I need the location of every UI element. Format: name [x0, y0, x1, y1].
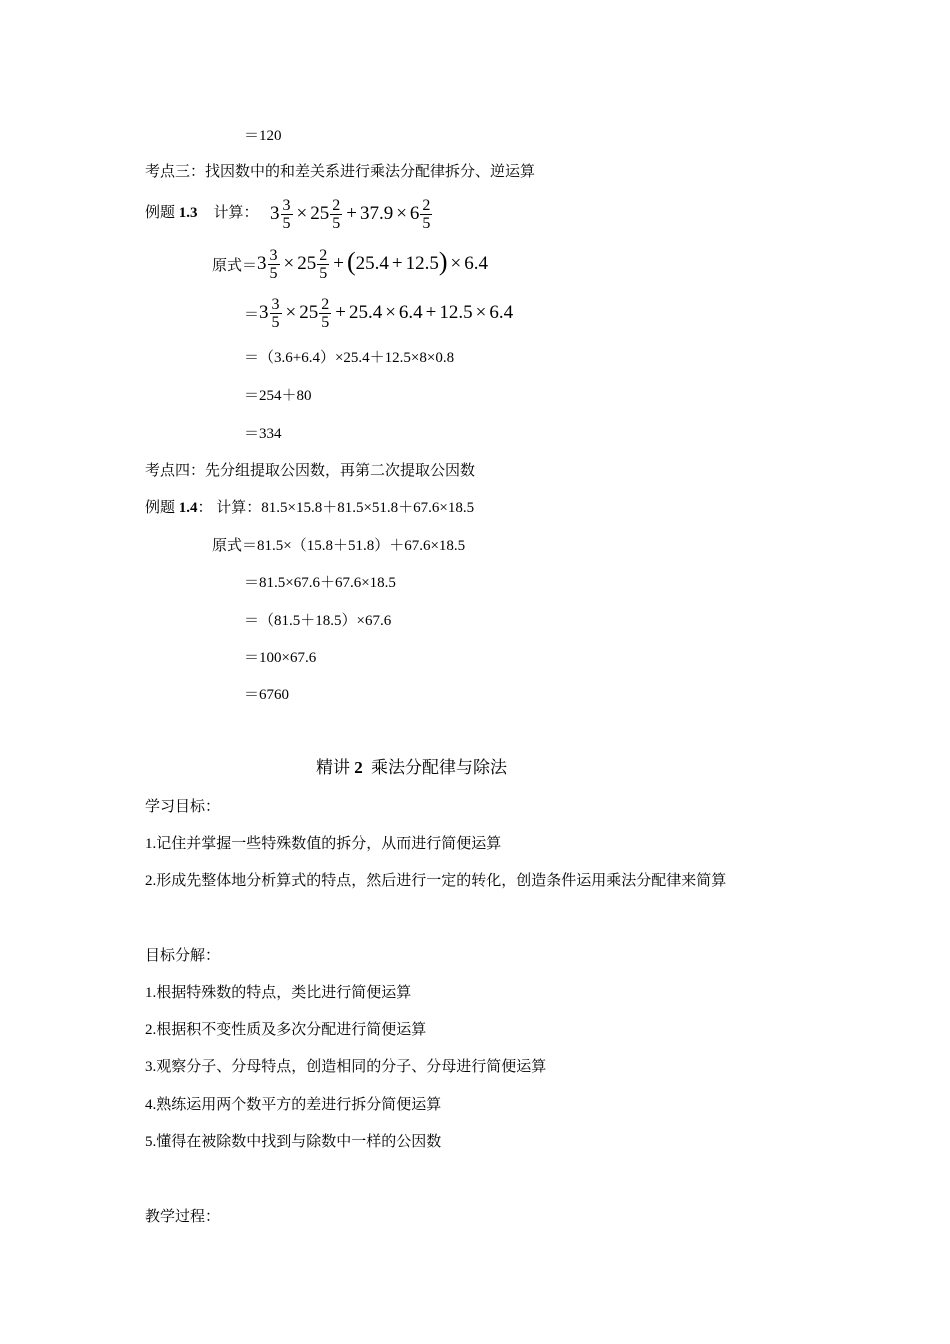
example-1-4 [145, 498, 474, 518]
whole-number: 25 [310, 203, 330, 224]
right-paren: ) [438, 247, 448, 276]
heading-prefix: 精讲 [316, 758, 350, 777]
example-number: 1.4 [178, 500, 198, 516]
number: 25.4 [348, 302, 383, 323]
number: 25.4 [355, 253, 389, 274]
example-1-3-expression [270, 194, 433, 234]
plus-sign: + [346, 203, 357, 224]
whole-number: 3 [270, 203, 280, 224]
whole-number: 6 [409, 203, 420, 224]
times-sign: × [450, 253, 462, 274]
whole-number: 3 [259, 302, 269, 323]
goal-breakdown-3: 3.观察分子、分母特点，创造相同的分子、分母进行简便运算 [145, 1059, 547, 1075]
whole-number: 25 [297, 253, 317, 274]
solution-step-1 [212, 244, 488, 284]
fraction: $\frac{2}{5}$ [332, 196, 341, 232]
number: 37.9 [359, 203, 394, 224]
solution-1-4-step-3: ＝（81.5＋18.5）×67.6 [244, 613, 392, 629]
fraction: $\frac{3}{5}$ [271, 295, 280, 331]
key-point-3: 考点三：找因数中的和差关系进行乘法分配律拆分、逆运算 [145, 164, 536, 180]
number: 12.5 [405, 253, 439, 274]
whole-number: 3 [257, 253, 267, 274]
solution-step-5: ＝334 [244, 426, 282, 442]
goal-breakdown-2: 2.根据积不变性质及多次分配进行简便运算 [145, 1022, 427, 1038]
times-sign: × [296, 203, 308, 224]
solution-step-3: ＝（3.6+6.4）×25.4＋12.5×8×0.8 [244, 350, 455, 366]
solution-step-2 [244, 293, 513, 333]
learning-goal-1: 1.记住并掌握一些特殊数值的拆分，从而进行简便运算 [145, 836, 502, 852]
times-sign: × [285, 302, 297, 323]
example-number: 1.3 [178, 205, 198, 221]
result-120: ＝120 [244, 128, 282, 144]
learning-goal-2: 2.形成先整体地分析算式的特点，然后进行一定的转化，创造条件运用乘法分配律来简算 [145, 873, 727, 889]
section-heading [316, 758, 507, 778]
whole-number: 25 [299, 302, 319, 323]
step-prefix: ＝ [244, 306, 260, 323]
plus-sign: + [391, 253, 403, 274]
goal-breakdown-1: 1.根据特殊数的特点，类比进行简便运算 [145, 985, 412, 1001]
step-prefix: 原式＝ [212, 257, 258, 274]
example-label-text: 例题 [145, 500, 179, 516]
solution-1-4-step-4: ＝100×67.6 [244, 650, 317, 666]
example-label-text: 例题 [145, 205, 179, 221]
left-paren: ( [346, 247, 356, 276]
number: 12.5 [439, 302, 473, 323]
heading-number: 2 [354, 758, 363, 777]
goal-breakdown-5: 5.懂得在被除数中找到与除数中一样的公因数 [145, 1134, 442, 1150]
example-1-3-label [145, 203, 259, 223]
plus-sign: + [333, 253, 344, 274]
solution-1-4-step-5: ＝6760 [244, 687, 290, 703]
times-sign: × [385, 302, 396, 323]
fraction: $\frac{3}{5}$ [282, 196, 291, 232]
solution-1-4-step-1: 原式＝81.5×（15.8＋51.8）＋67.6×18.5 [212, 538, 466, 554]
plus-sign: + [335, 302, 346, 323]
fraction: $\frac{2}{5}$ [422, 196, 431, 232]
goal-breakdown-4: 4.熟练运用两个数平方的差进行拆分简便运算 [145, 1097, 442, 1113]
times-sign: × [475, 302, 487, 323]
heading-title: 乘法分配律与除法 [371, 758, 507, 777]
plus-sign: + [425, 302, 437, 323]
solution-step-4: ＝254＋80 [244, 388, 312, 404]
solution-1-4-step-2: ＝81.5×67.6＋67.6×18.5 [244, 575, 396, 591]
times-sign: × [396, 203, 407, 224]
fraction: $\frac{3}{5}$ [269, 246, 278, 282]
learning-goals-title: 学习目标： [145, 799, 221, 815]
key-point-4: 考点四：先分组提取公因数，再第二次提取公因数 [145, 463, 476, 479]
number: 6.4 [489, 302, 514, 323]
fraction: $\frac{2}{5}$ [319, 246, 328, 282]
fraction: $\frac{2}{5}$ [321, 295, 330, 331]
times-sign: × [283, 253, 295, 274]
calc-label: 计算： [213, 205, 259, 221]
goal-breakdown-title: 目标分解： [145, 948, 221, 964]
teaching-process-title: 教学过程： [145, 1209, 221, 1225]
number: 6.4 [398, 302, 423, 323]
number: 6.4 [464, 253, 488, 274]
example-text: ： 计算：81.5×15.8＋81.5×51.8＋67.6×18.5 [197, 500, 475, 516]
